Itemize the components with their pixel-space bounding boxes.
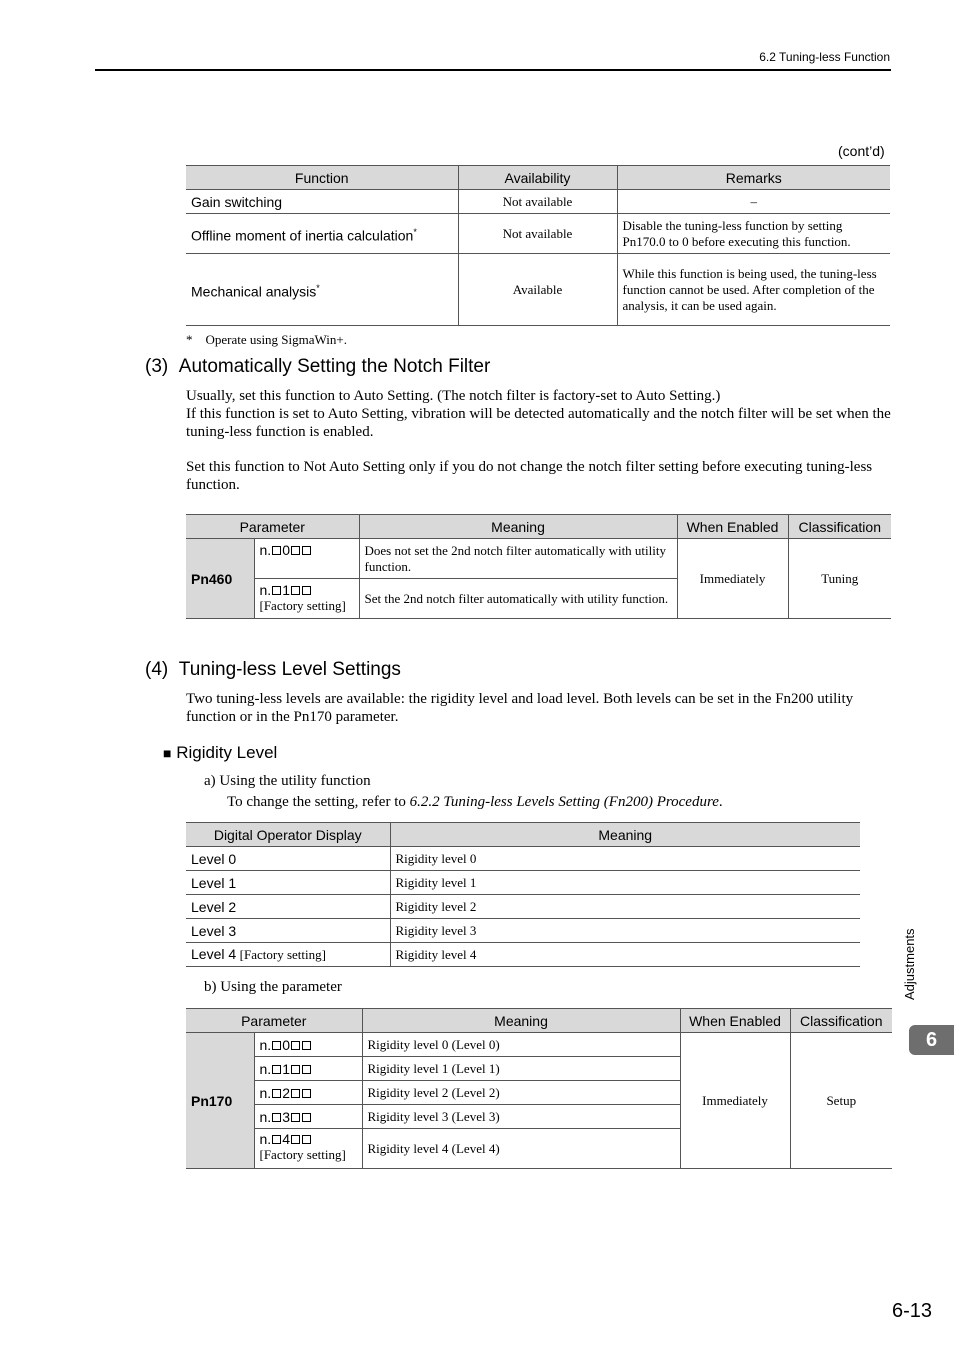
column-header: Parameter	[186, 515, 359, 539]
placeholder-box	[272, 1135, 281, 1144]
setting-prefix: n.	[259, 1084, 272, 1101]
setting-cell	[254, 579, 359, 619]
setting-cell	[254, 1033, 362, 1057]
when-enabled-cell: Immediately	[680, 1033, 790, 1169]
section-number: (3)	[145, 356, 169, 377]
chapter-side-label	[902, 920, 922, 1000]
pn460-table	[186, 514, 891, 619]
setting-digit: 0	[282, 1036, 290, 1053]
column-header: Meaning	[359, 515, 677, 539]
function-text: Offline moment of inertia calculation	[191, 227, 414, 244]
placeholder-box	[302, 1041, 311, 1050]
setting-digit: 2	[282, 1084, 290, 1101]
column-header: Remarks	[617, 166, 890, 190]
footnote-mark: *	[413, 226, 417, 237]
display-cell	[186, 943, 390, 967]
placeholder-box	[272, 1065, 281, 1074]
setting-prefix: n.	[259, 1060, 272, 1077]
meaning-cell: Rigidity level 0	[390, 847, 860, 871]
meaning-cell: Rigidity level 1 (Level 1)	[362, 1057, 680, 1081]
column-header: Meaning	[362, 1009, 680, 1033]
paragraph-line: Usually, set this function to Auto Setting. (The notch filter is factory-set to Auto Setting.)	[186, 388, 721, 404]
classification-cell: Setup	[790, 1033, 892, 1169]
placeholder-box	[302, 1065, 311, 1074]
placeholder-box	[302, 586, 311, 595]
placeholder-box	[291, 586, 300, 595]
column-header: Availability	[458, 166, 617, 190]
setting-prefix: n.	[259, 1131, 272, 1147]
section-title: Automatically Setting the Notch Filter	[178, 356, 491, 377]
table-row	[186, 847, 860, 871]
setting-cell	[254, 1105, 362, 1129]
running-head: 6.2 Tuning-less Function	[759, 50, 890, 64]
meaning-cell: Rigidity level 1	[390, 871, 860, 895]
section-title: Tuning-less Level Settings	[178, 659, 401, 680]
meaning-cell: Rigidity level 2	[390, 895, 860, 919]
placeholder-box	[302, 1135, 311, 1144]
placeholder-box	[302, 1089, 311, 1098]
parameter-cell: Pn460	[186, 539, 254, 619]
contd-label: (cont’d)	[838, 143, 885, 159]
table-row	[186, 943, 860, 967]
remarks-cell: –	[617, 190, 890, 214]
setting-digit: 4	[282, 1131, 290, 1147]
meaning-cell: Rigidity level 4	[390, 943, 860, 967]
paragraph-line: If this function is set to Auto Setting, vibration will be detected automatically and the notch filter will be set when the tuning-less function is enabled.	[186, 406, 891, 440]
reference-suffix: .	[718, 794, 723, 810]
meaning-cell: Rigidity level 4 (Level 4)	[362, 1129, 680, 1169]
setting-cell	[254, 539, 359, 579]
meaning-cell: Rigidity level 3 (Level 3)	[362, 1105, 680, 1129]
placeholder-box	[272, 586, 281, 595]
factory-setting-note: [Factory setting]	[259, 1147, 346, 1162]
column-header: When Enabled	[680, 1009, 790, 1033]
when-enabled-cell: Immediately	[677, 539, 788, 619]
meaning-cell: Does not set the 2nd notch filter automatically with utility function.	[359, 539, 677, 579]
setting-digit: 1	[282, 582, 290, 598]
placeholder-box	[302, 1113, 311, 1122]
placeholder-box	[291, 546, 300, 555]
rigidity-heading	[163, 743, 277, 763]
cross-reference: 6.2.2 Tuning-less Levels Setting (Fn200) Procedure	[409, 794, 719, 810]
column-header: Meaning	[390, 823, 860, 847]
column-header: When Enabled	[677, 515, 788, 539]
bullet-square: ■	[163, 745, 172, 761]
footnote	[186, 332, 347, 348]
reference-prefix: To change the setting, refer to	[227, 794, 410, 810]
reference-line	[227, 793, 723, 811]
setting-digit: 1	[282, 1060, 290, 1077]
meaning-cell: Rigidity level 3	[390, 919, 860, 943]
placeholder-box	[291, 1065, 300, 1074]
display-text: Level 4	[191, 945, 237, 962]
notch-paragraph-2: Set this function to Not Auto Setting only if you do not change the notch filter setting before executing tuning-less function.	[186, 459, 873, 493]
setting-prefix: n.	[259, 1108, 272, 1125]
digital-operator-table	[186, 822, 860, 967]
display-cell: Level 1	[186, 871, 390, 895]
parameter-cell: Pn170	[186, 1033, 254, 1169]
placeholder-box	[291, 1089, 300, 1098]
factory-setting-note: [Factory setting]	[259, 598, 346, 613]
meaning-cell: Set the 2nd notch filter automatically with utility function.	[359, 579, 677, 619]
table-row	[186, 895, 860, 919]
footnote-mark: *	[186, 332, 193, 347]
placeholder-box	[302, 546, 311, 555]
remarks-cell: Disable the tuning-less function by setting Pn170.0 to 0 before executing this function.	[617, 214, 890, 254]
header-rule	[95, 69, 891, 71]
availability-cell: Not available	[458, 214, 617, 254]
meaning-cell: Rigidity level 2 (Level 2)	[362, 1081, 680, 1105]
table-row	[186, 1033, 892, 1057]
tuning-levels-paragraph: Two tuning-less levels are available: the rigidity level and load level. Both levels can be set in the Fn200 utility function or in the Pn170 parameter.	[186, 691, 854, 725]
availability-cell: Not available	[458, 190, 617, 214]
footnote-mark: *	[316, 282, 320, 293]
setting-prefix: n.	[259, 582, 272, 598]
placeholder-box	[291, 1113, 300, 1122]
display-cell: Level 2	[186, 895, 390, 919]
section-number: (4)	[145, 659, 169, 680]
display-cell: Level 3	[186, 919, 390, 943]
footnote-text: Operate using SigmaWin+.	[205, 332, 347, 347]
table-row	[186, 539, 891, 579]
table-header-row	[186, 166, 890, 190]
section-heading	[145, 356, 490, 378]
placeholder-box	[272, 546, 281, 555]
section-heading	[145, 659, 401, 681]
placeholder-box	[291, 1041, 300, 1050]
notch-paragraph-1	[186, 387, 891, 441]
table-row	[186, 871, 860, 895]
display-cell: Level 0	[186, 847, 390, 871]
setting-prefix: n.	[259, 542, 272, 558]
setting-cell	[254, 1129, 362, 1169]
function-cell: Gain switching	[186, 190, 458, 214]
column-header: Classification	[790, 1009, 892, 1033]
column-header: Parameter	[186, 1009, 362, 1033]
column-header: Function	[186, 166, 458, 190]
meaning-cell: Rigidity level 0 (Level 0)	[362, 1033, 680, 1057]
setting-prefix: n.	[259, 1036, 272, 1053]
setting-digit: 0	[282, 542, 290, 558]
table-row	[186, 254, 890, 326]
sub-heading-a: a) Using the utility function	[204, 773, 371, 789]
pn170-table	[186, 1008, 892, 1169]
sub-heading-b: b) Using the parameter	[204, 979, 342, 995]
column-header: Classification	[788, 515, 891, 539]
placeholder-box	[272, 1113, 281, 1122]
side-label-text: Adjustments	[902, 928, 917, 1000]
rigidity-title: Rigidity Level	[176, 743, 278, 762]
setting-cell	[254, 1081, 362, 1105]
table-header-row	[186, 1009, 892, 1033]
table-row	[186, 214, 890, 254]
function-cell	[186, 254, 458, 326]
chapter-tab: 6	[909, 1025, 954, 1055]
classification-cell: Tuning	[788, 539, 891, 619]
placeholder-box	[272, 1089, 281, 1098]
function-cell	[186, 214, 458, 254]
page-number: 6-13	[891, 1300, 932, 1322]
setting-digit: 3	[282, 1108, 290, 1125]
placeholder-box	[272, 1041, 281, 1050]
placeholder-box	[291, 1135, 300, 1144]
factory-setting-note: [Factory setting]	[239, 946, 326, 962]
column-header: Digital Operator Display	[186, 823, 390, 847]
availability-cell: Available	[458, 254, 617, 326]
remarks-cell: While this function is being used, the tuning-less function cannot be used. After completion of the analysis, it can be used again.	[617, 254, 890, 326]
table-header-row	[186, 515, 891, 539]
functions-table	[186, 165, 890, 326]
table-row	[186, 919, 860, 943]
table-header-row	[186, 823, 860, 847]
function-text: Mechanical analysis	[191, 283, 317, 300]
table-row	[186, 190, 890, 214]
setting-cell	[254, 1057, 362, 1081]
